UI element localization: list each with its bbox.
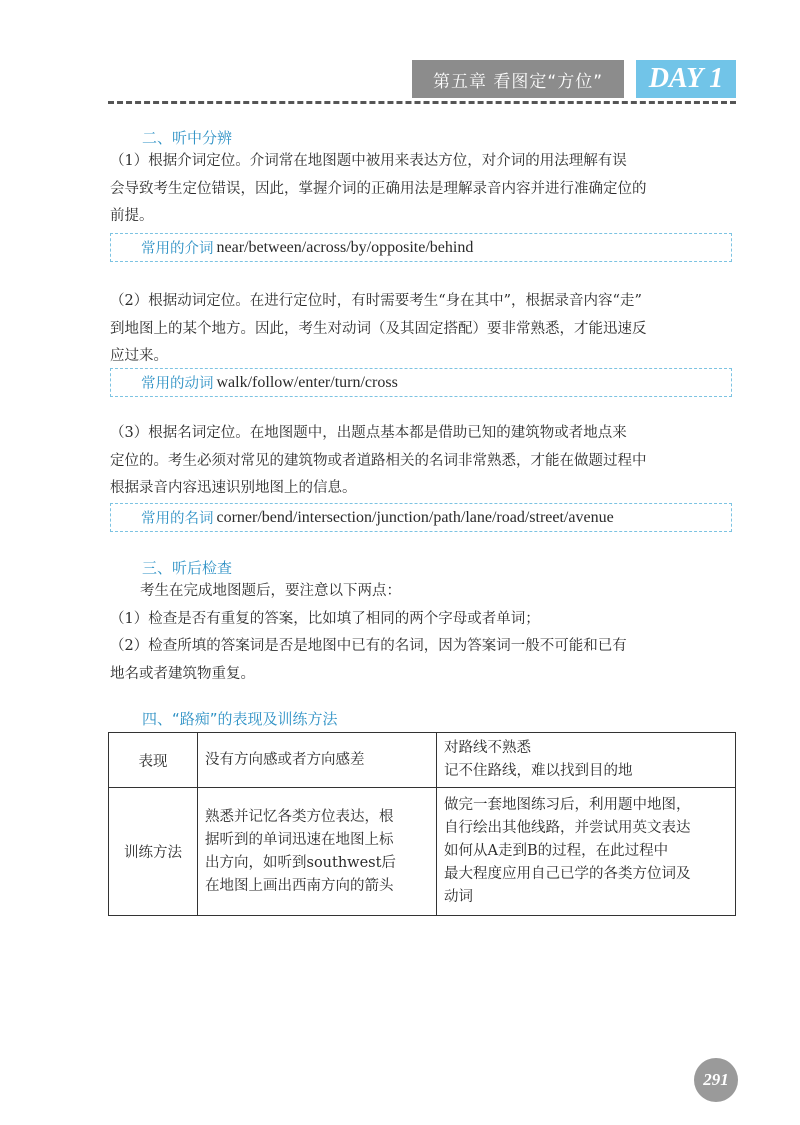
verb-box — [110, 368, 732, 397]
table-cell — [198, 788, 437, 916]
box-words: near/between/across/by/opposite/behind — [216, 238, 474, 256]
cell-line: 记不住路线，难以找到目的地 — [444, 763, 633, 779]
cell-line: 如何从A走到B的过程，在此过程中 — [444, 843, 669, 859]
section-title-directionless: 四、“路痴”的表现及训练方法 — [142, 710, 338, 728]
box-label: 常用的介词 — [141, 241, 214, 257]
row-header-performance: 表现 — [109, 733, 198, 788]
table-cell — [437, 788, 736, 916]
text-line: （1）检查是否有重复的答案，比如填了相同的两个字母或者单词； — [110, 610, 540, 627]
cell-line: 对路线不熟悉 — [444, 740, 531, 756]
box-label: 常用的动词 — [141, 376, 214, 392]
section-title-post-check: 三、听后检查 — [142, 559, 233, 577]
text-line: 考生在完成地图题后，要注意以下两点： — [140, 583, 401, 599]
paragraph-verbs — [110, 288, 734, 371]
cell-line: 出方向，如听到southwest后 — [205, 854, 396, 871]
cell-line: 熟悉并记忆各类方位表达，根 — [205, 808, 394, 825]
chapter-header: 第五章 看图定“方位” — [412, 60, 624, 98]
preposition-box — [110, 233, 732, 262]
cell-line: 据听到的单词迅速在地图上标 — [205, 831, 394, 848]
training-table — [108, 732, 736, 916]
cell-line: 做完一套地图练习后，利用题中地图， — [444, 797, 691, 813]
section-title-listening-distinguish: 二、听中分辨 — [142, 129, 233, 147]
row-header-training-method: 训练方法 — [109, 788, 198, 916]
table-row — [109, 733, 736, 788]
table-cell: 没有方向感或者方向感差 — [198, 733, 437, 788]
paragraph-nouns — [110, 420, 734, 503]
cell-line: 自行绘出其他线路，并尝试用英文表达 — [444, 820, 691, 836]
text-line: （1）根据介词定位。介词常在地图题中被用来表达方位，对介词的用法理解有误 — [110, 153, 627, 169]
header-divider — [108, 101, 736, 104]
page-number: 291 — [694, 1058, 738, 1102]
box-words: walk/follow/enter/turn/cross — [216, 373, 398, 391]
cell-line: 在地图上画出西南方向的箭头 — [205, 877, 394, 894]
paragraph-post-check — [110, 578, 734, 688]
day-badge: DAY 1 — [636, 60, 736, 98]
text-line: 地名或者建筑物重复。 — [110, 665, 255, 682]
text-line: 应过来。 — [110, 348, 168, 364]
text-line: （2）检查所填的答案词是否是地图中已有的名词，因为答案词一般不可能和已有 — [110, 638, 627, 654]
table-row — [109, 788, 736, 916]
cell-line: 动词 — [444, 889, 473, 905]
text-line: 前提。 — [110, 208, 154, 224]
text-line: （2）根据动词定位。在进行定位时，有时需要考生“身在其中”，根据录音内容“走” — [110, 293, 642, 309]
cell-line: 最大程度应用自己已学的各类方位词及 — [444, 866, 691, 882]
box-label: 常用的名词 — [141, 511, 214, 527]
text-line: 根据录音内容迅速识别地图上的信息。 — [110, 480, 357, 496]
text-line: 到地图上的某个地方。因此，考生对动词（及其固定搭配）要非常熟悉，才能迅速反 — [110, 320, 647, 337]
text-line: 定位的。考生必须对常见的建筑物或者道路相关的名词非常熟悉，才能在做题过程中 — [110, 452, 647, 469]
table-cell — [437, 733, 736, 788]
noun-box — [110, 503, 732, 532]
text-line: （3）根据名词定位。在地图题中，出题点基本都是借助已知的建筑物或者地点来 — [110, 425, 627, 441]
paragraph-prepositions — [110, 148, 734, 231]
text-line: 会导致考生定位错误，因此，掌握介词的正确用法是理解录音内容并进行准确定位的 — [110, 180, 647, 197]
box-words: corner/bend/intersection/junction/path/lane/road/street/avenue — [216, 508, 614, 526]
